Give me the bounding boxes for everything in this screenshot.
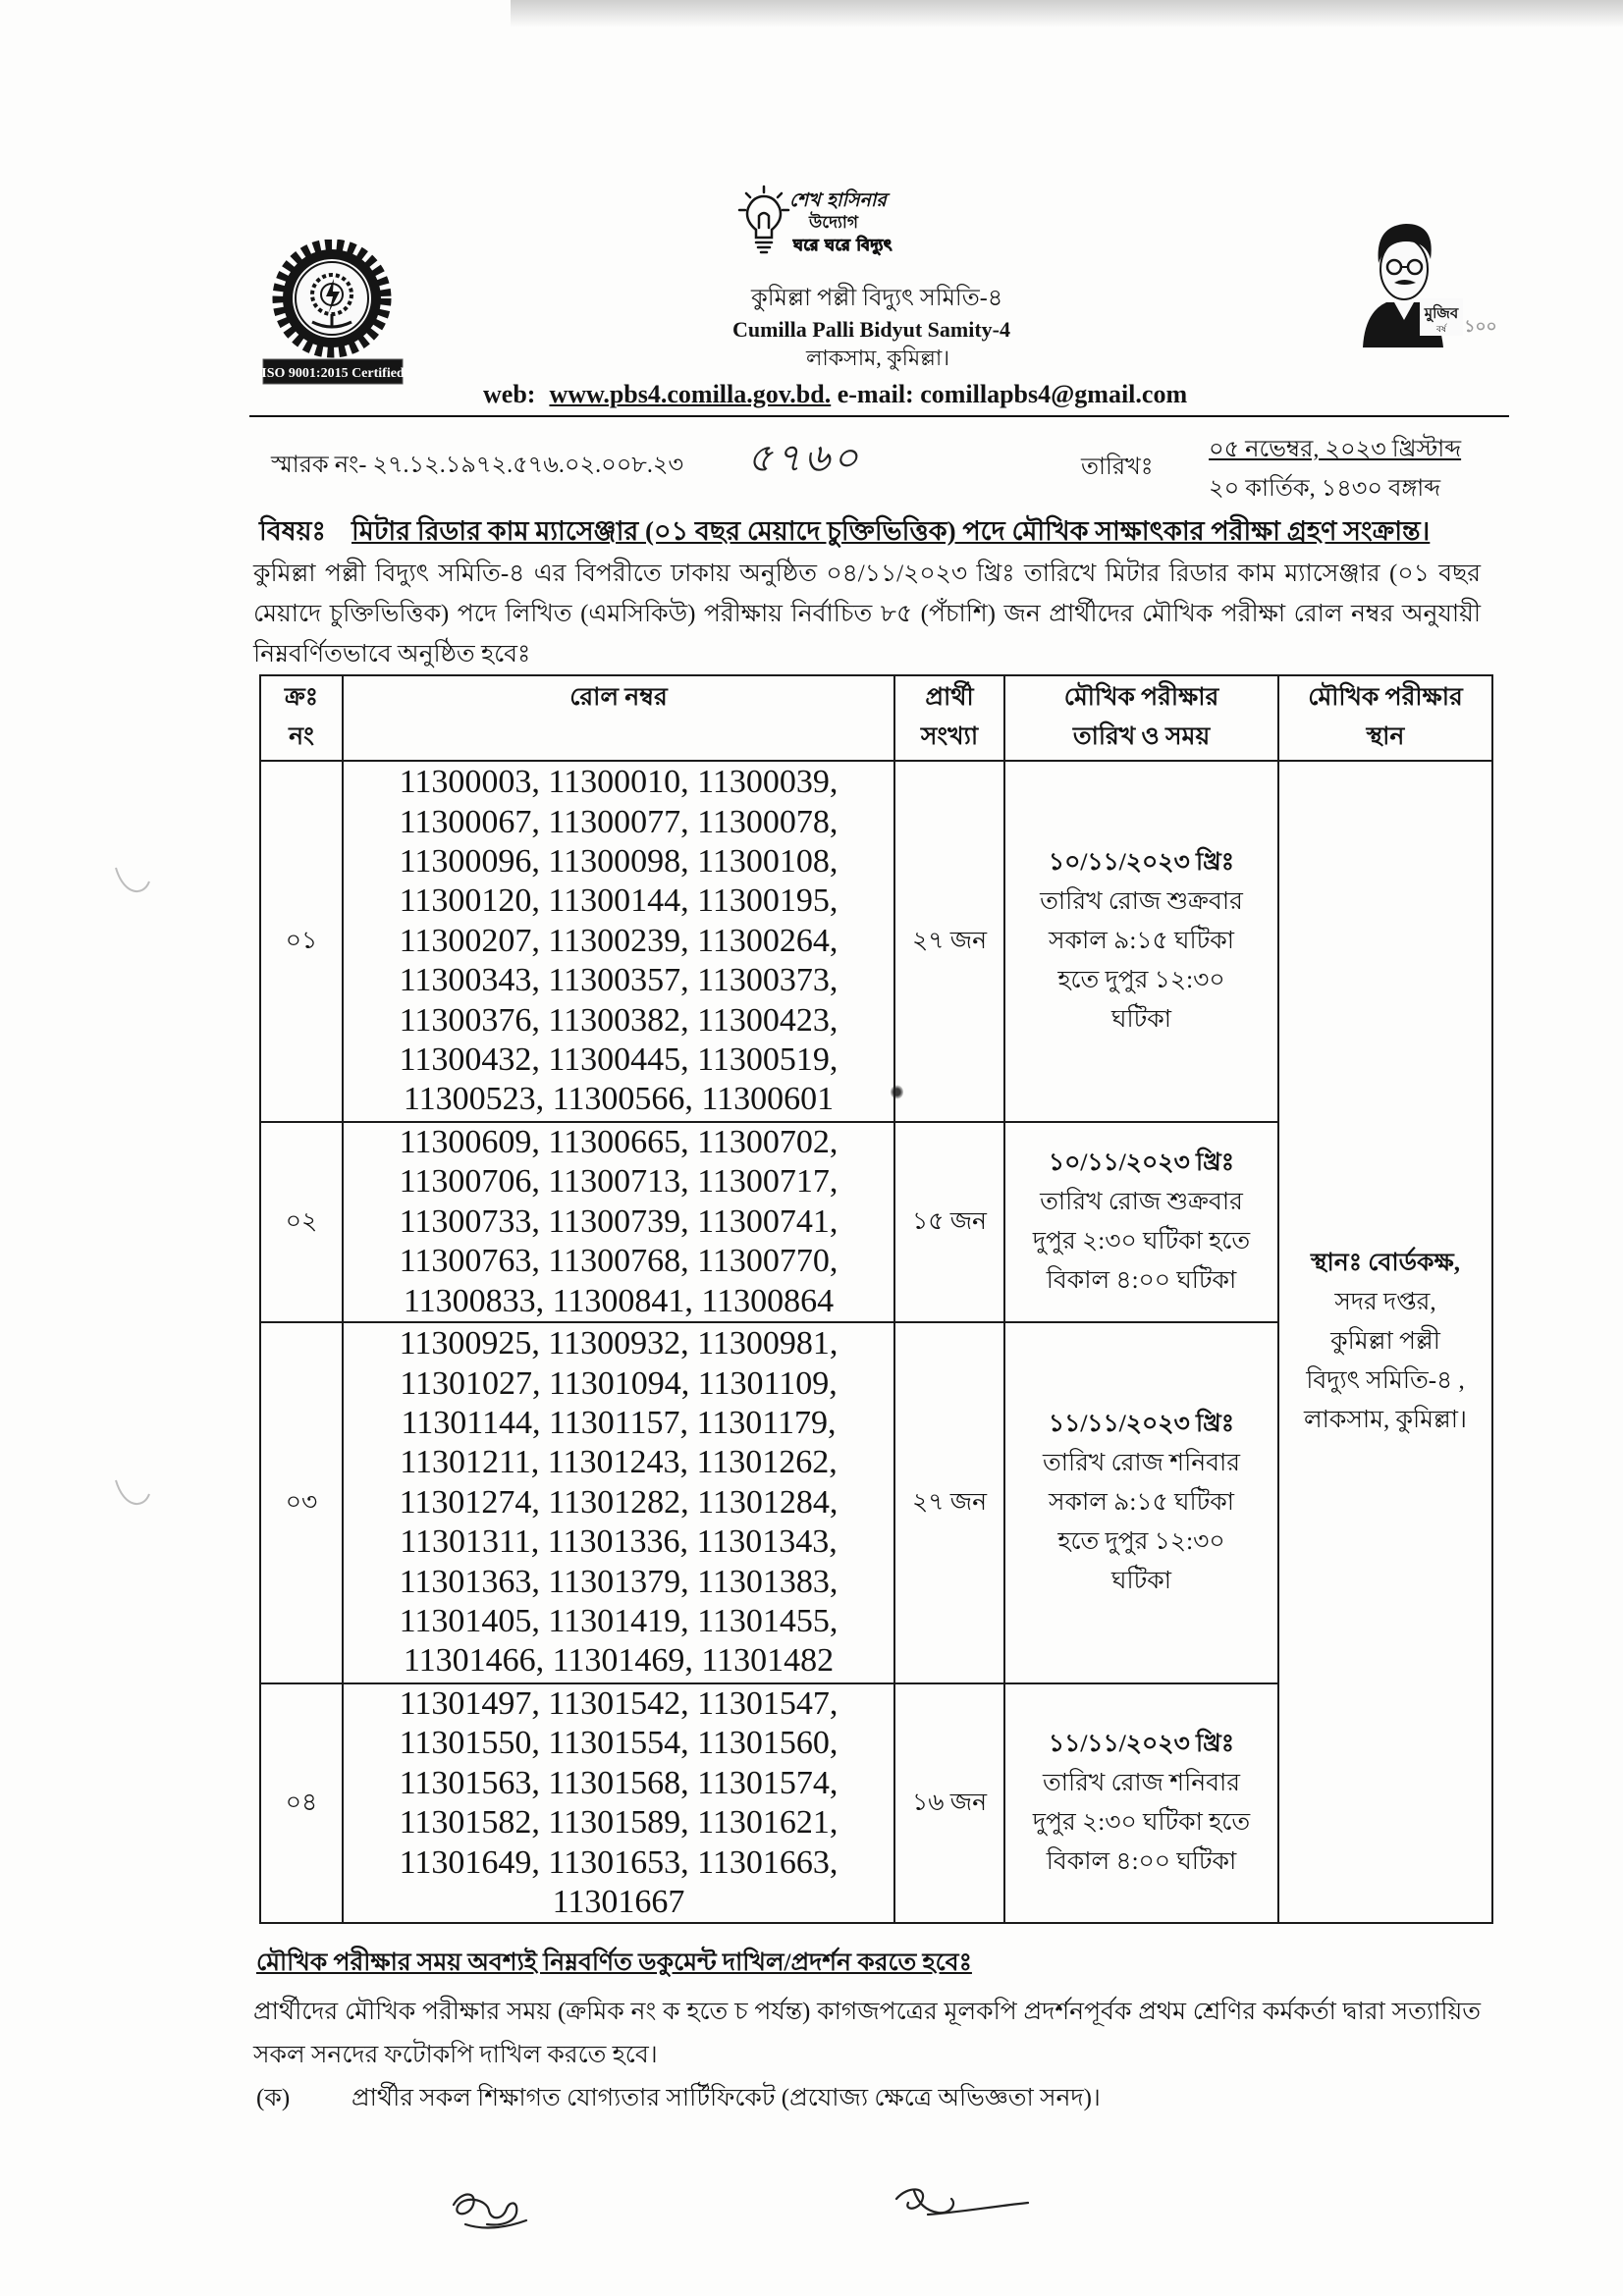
intro-paragraph: কুমিল্লা পল্লী বিদ্যুৎ সমিতি-৪ এর বিপরীতে ঢাকায় অনুষ্ঠিত ০৪/১১/২০২৩ খ্রিঃ তারিখে মিটার রিডার কাম ম্যাসেঞ্জার (০১ বছর মেয়াদে চুক্তিভিত্তিক) পদে লিখিত (এমসিকিউ) পরীক্ষায় নির্বাচিত ৮৫ (পঁচাশি) জন প্রার্থীদের মৌখিক পরীক্ষা রোল নম্বর অনুযায়ী নিম্নবর্ণিতভাবে অনুষ্ঠিত হবেঃ [253, 561, 1481, 667]
roll-number-line: 11301027, 11301094, 11301109, [400, 1364, 838, 1402]
contact-line [483, 379, 1187, 410]
mujib-logo-name: মুজিব [1424, 304, 1459, 322]
serial-number: ০৩ [285, 1488, 318, 1516]
venue-line: কুমিল্লা পল্লী [1330, 1328, 1440, 1356]
roll-number-line: 11300376, 11300382, 11300423, [399, 1001, 839, 1039]
exam-time-line: হতে দুপুর ১২:৩০ [1057, 1528, 1225, 1556]
roll-number-line: 11300833, 11300841, 11300864 [403, 1282, 835, 1319]
serial-cell [260, 1683, 343, 1923]
roll-number-line: 11301550, 11301554, 11301560, [399, 1725, 839, 1762]
date-bengali: ২০ কার্তিক, ১৪৩০ বঙ্গাব্দ [1209, 476, 1441, 502]
roll-number-line: 11300207, 11300239, 11300264, [399, 922, 839, 959]
subject-label: বিষয়ঃ [259, 516, 326, 546]
exam-time-line: দুপুর ২:৩০ ঘটিকা হতে [1032, 1809, 1251, 1837]
punch-hole-mark [110, 1474, 153, 1514]
exam-time-line: ঘটিকা [1111, 1568, 1171, 1595]
email-label: e-mail: [837, 380, 914, 408]
roll-number-line: 11300609, 11300665, 11300702, [399, 1124, 839, 1160]
signature-1 [444, 2181, 534, 2238]
table-header-row [260, 675, 1492, 761]
gear-icon [278, 244, 386, 352]
roll-number-line: 11300096, 11300098, 11300108, [399, 842, 839, 880]
documents-note: প্রার্থীদের মৌখিক পরীক্ষার সময় (ক্রমিক নং ক হতে চ পর্যন্ত) কাগজপত্রের মূলকপি প্রদর্শনপূর্বক প্রথম শ্রেণির কর্মকর্তা দ্বারা সত্যায়িত সকল সনদের ফটোকপি দাখিল করতে হবে। [253, 1999, 1481, 2069]
exam-time-line: তারিখ রোজ শুক্রবার [1040, 1189, 1243, 1216]
header-roll-number: রোল নম্বর [343, 675, 894, 761]
iso-certified-logo [261, 240, 405, 387]
candidate-count-cell [894, 761, 1004, 1122]
campaign-logo-line1: শেখ হাসিনার [789, 189, 887, 211]
handwritten-memo-number: ৫৭৬০ [747, 436, 861, 481]
exam-date: ১০/১১/২০২৩ খ্রিঃ [1048, 849, 1235, 876]
roll-number-line: 11300003, 11300010, 11300039, [399, 764, 839, 801]
roll-number-line: 11301649, 11301653, 11301663, [399, 1843, 839, 1881]
schedule-table-body [260, 761, 1492, 1923]
exam-date: ১১/১১/২০২৩ খ্রিঃ [1048, 1411, 1235, 1438]
date-block [1209, 430, 1461, 508]
roll-numbers-cell [343, 761, 894, 1122]
memo-row [253, 430, 1492, 510]
exam-datetime-cell [1004, 1122, 1278, 1322]
serial-number: ০২ [285, 1207, 318, 1235]
roll-number-line: 11300523, 11300566, 11300601 [403, 1081, 835, 1118]
candidate-count-cell [894, 1322, 1004, 1683]
exam-datetime-cell [1004, 1683, 1278, 1923]
header-serial: ক্রঃ নং [260, 675, 343, 761]
candidate-count-cell [894, 1683, 1004, 1923]
exam-date: ১১/১১/২০২৩ খ্রিঃ [1048, 1731, 1235, 1758]
mujib-logo-number: ১০০ [1464, 317, 1497, 337]
punch-hole-mark [110, 862, 153, 901]
serial-number: ০৪ [285, 1789, 318, 1816]
roll-numbers-cell [343, 1122, 894, 1322]
venue-line: লাকসাম, কুমিল্লা। [1303, 1407, 1467, 1434]
document-item [253, 2077, 1492, 2120]
light-bulb-icon [736, 185, 791, 257]
roll-number-line: 11301582, 11301589, 11301621, [399, 1804, 839, 1842]
exam-time-line: সকাল ৯:১৫ ঘটিকা [1049, 1489, 1234, 1517]
roll-number-line: 11300343, 11300357, 11300373, [399, 962, 839, 999]
roll-numbers-cell [343, 1322, 894, 1683]
organization-name-english: Cumilla Palli Bidyut Samity-4 [732, 317, 1010, 342]
venue-line: সদর দপ্তর, [1334, 1289, 1436, 1316]
exam-date: ১০/১১/২০২৩ খ্রিঃ [1048, 1149, 1235, 1177]
exam-time-line: বিকাল ৪:০০ ঘটিকা [1046, 1848, 1237, 1876]
roll-number-line: 11301144, 11301157, 11301179, [401, 1405, 837, 1442]
header-exam-datetime: মৌখিক পরীক্ষার তারিখ ও সময় [1004, 675, 1278, 761]
candidate-count: ২৭ জন [911, 1488, 988, 1516]
interview-schedule-table [259, 674, 1493, 1924]
venue-line: বিদ্যুৎ সমিতি-৪ , [1306, 1367, 1465, 1395]
exam-time-line: তারিখ রোজ শনিবার [1042, 1450, 1241, 1477]
exam-time-line: ঘটিকা [1111, 1006, 1171, 1033]
header-candidate-count: প্রার্থী সংখ্যা [894, 675, 1004, 761]
roll-number-line: 11301563, 11301568, 11301574, [399, 1764, 839, 1801]
exam-time-line: সকাল ৯:১৫ ঘটিকা [1049, 928, 1234, 954]
campaign-logo-line3: ঘরে ঘরে বিদ্যুৎ [793, 236, 893, 254]
subject-text: মিটার রিডার কাম ম্যাসেঞ্জার (০১ বছর মেয়াদে চুক্তিভিত্তিক) পদে মৌখিক সাক্ষাৎকার পরীক্ষা গ্রহণ সংক্রান্ত। [352, 516, 1431, 546]
roll-number-line: 11300733, 11300739, 11300741, [399, 1202, 839, 1240]
roll-number-line: 11300763, 11300768, 11300770, [399, 1243, 839, 1280]
date-gregorian: ০৫ নভেম্বর, ২০২৩ খ্রিস্টাব্দ [1209, 437, 1462, 462]
serial-cell [260, 1122, 343, 1322]
table-header [260, 675, 1492, 761]
roll-number-line: 11300925, 11300932, 11300981, [399, 1325, 839, 1362]
documents-heading: মৌখিক পরীক্ষার সময় অবশ্যই নিম্নবর্ণিত ডকুমেন্ট দাখিল/প্রদর্শন করতে হবেঃ [256, 1949, 972, 1977]
date-label: তারিখঃ [1081, 454, 1154, 480]
web-label: web: [483, 380, 536, 408]
exam-time-line: দুপুর ২:৩০ ঘটিকা হতে [1032, 1228, 1251, 1255]
serial-cell [260, 761, 343, 1122]
letter-body [253, 430, 1492, 2120]
campaign-logo-line2: উদ্যোগ [809, 213, 859, 233]
roll-number-line: 11301274, 11301282, 11301284, [399, 1483, 839, 1521]
candidate-count: ২৭ জন [911, 927, 988, 954]
exam-time-line: তারিখ রোজ শনিবার [1042, 1770, 1241, 1797]
document-item-text: প্রার্থীর সকল শিক্ষাগত যোগ্যতার সার্টিফিকেট (প্রযোজ্য ক্ষেত্রে অভিজ্ঞতা সনদ)। [352, 2085, 1101, 2112]
schedule-row [260, 761, 1492, 1122]
serial-number: ০১ [285, 927, 318, 954]
exam-time-line: তারিখ রোজ শুক্রবার [1040, 888, 1243, 915]
document-item-marker: (ক) [256, 2085, 291, 2112]
candidate-count-cell [894, 1122, 1004, 1322]
roll-number-line: 11301466, 11301469, 11301482 [403, 1642, 835, 1680]
email-address: comillapbs4@gmail.com [920, 380, 1188, 408]
signature-2 [889, 2177, 1036, 2232]
roll-number-line: 11300120, 11300144, 11300195, [399, 882, 839, 920]
iso-certified-label: ISO 9001:2015 Certified [261, 366, 405, 381]
subject-line [259, 510, 1443, 552]
roll-number-line: 11301363, 11301379, 11301383, [399, 1563, 839, 1600]
exam-venue-cell [1278, 761, 1492, 1923]
campaign-logo [736, 185, 938, 261]
mujib-centenary-logo [1337, 218, 1498, 347]
exam-datetime-cell [1004, 761, 1278, 1122]
roll-number-line: 11301405, 11301419, 11301455, [399, 1603, 839, 1640]
venue-title: স্থানঃ বোর্ডকক্ষ, [1311, 1250, 1460, 1277]
roll-number-line: 11300067, 11300077, 11300078, [399, 803, 839, 840]
roll-number-line: 11301497, 11301542, 11301547, [399, 1685, 839, 1723]
organization-location: লাকসাম, কুমিল্লা। [806, 346, 950, 370]
roll-number-line: 11300432, 11300445, 11300519, [399, 1041, 839, 1079]
roll-number-line: 11301211, 11301243, 11301262, [400, 1444, 838, 1481]
candidate-count: ১৫ জন [912, 1207, 987, 1235]
candidate-count: ১৬ জন [911, 1789, 988, 1816]
scan-edge-shadow [511, 0, 1623, 27]
roll-numbers-cell [343, 1683, 894, 1923]
organization-name-bangla: কুমিল্লা পল্লী বিদ্যুৎ সমিতি-৪ [751, 286, 1003, 311]
mujib-logo-sub: বর্ষ [1436, 325, 1446, 335]
roll-number-line: 11301667 [552, 1884, 685, 1921]
header-divider [249, 415, 1509, 417]
roll-number-line: 11301311, 11301336, 11301343, [400, 1523, 838, 1561]
serial-cell [260, 1322, 343, 1683]
roll-number-line: 11300706, 11300713, 11300717, [399, 1163, 839, 1201]
memo-reference: স্মারক নং- ২৭.১২.১৯৭২.৫৭৬.০২.০০৮.২৩ [271, 453, 684, 478]
header-exam-venue: মৌখিক পরীক্ষার স্থান [1278, 675, 1492, 761]
exam-time-line: হতে দুপুর ১২:৩০ [1057, 967, 1225, 993]
documents-list [253, 2077, 1492, 2120]
exam-datetime-cell [1004, 1322, 1278, 1683]
website-url: www.pbs4.comilla.gov.bd. [549, 380, 832, 408]
exam-time-line: বিকাল ৪:০০ ঘটিকা [1046, 1267, 1237, 1295]
